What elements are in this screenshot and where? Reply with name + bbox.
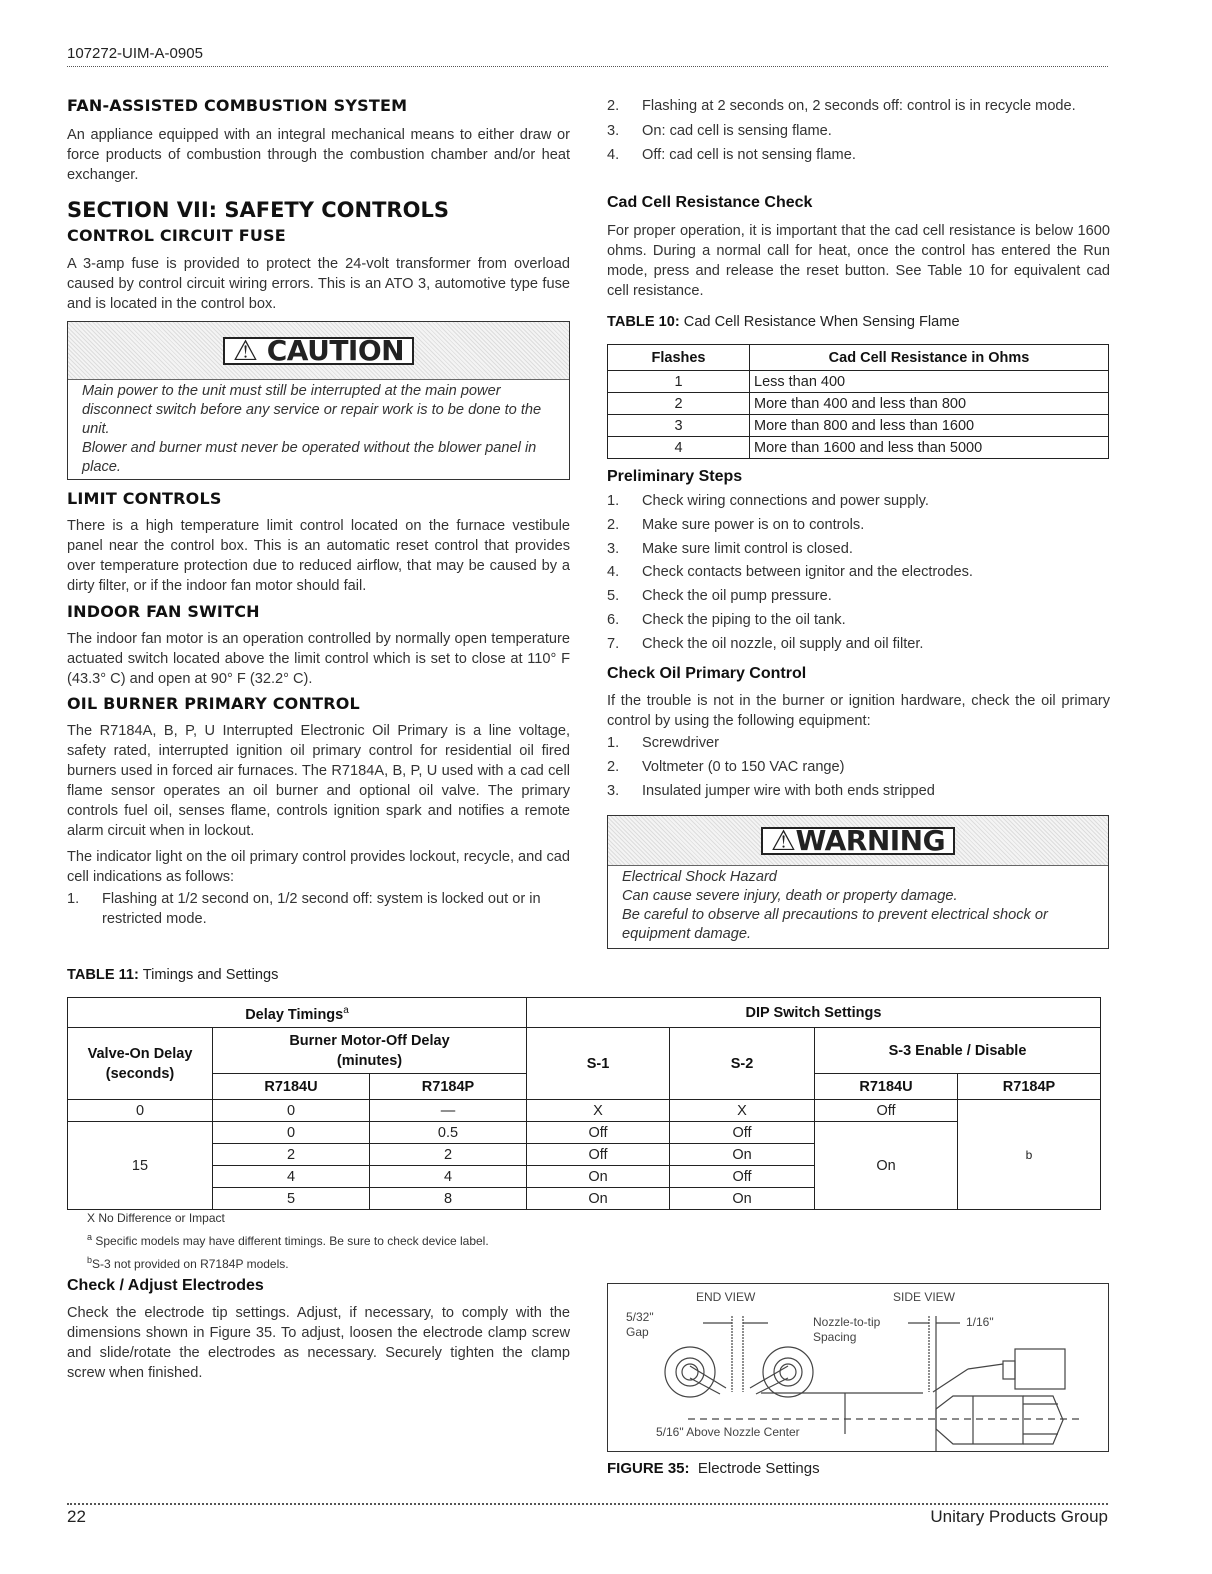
warning-line-3: Be careful to observe all precautions to prevent electrical shock or equipment damage. — [622, 907, 1048, 942]
fan-switch-heading: INDOOR FAN SWITCH — [67, 602, 260, 621]
caution-label: ⚠ CAUTION — [223, 337, 414, 365]
equipment-list — [607, 732, 1110, 803]
list-item: 2. Make sure power is on to controls. — [607, 516, 865, 533]
table-row: 2 More than 400 and less than 800 — [608, 393, 1109, 415]
section-title: SECTION VII: SAFETY CONTROLS — [67, 198, 449, 222]
warning-box — [607, 815, 1109, 949]
indications-list-left — [67, 889, 570, 929]
electrodes-text: Check the electrode tip settings. Adjust, if necessary, to comply with the dimensions shown in Figure 35. To adjust, loosen the electrode clamp screw and slide/rotate the electrodes as necessary. Securely tighten the clamp screw when finished. — [67, 1305, 570, 1381]
list-item: 3. Make sure limit control is closed. — [607, 540, 853, 557]
above-label: 5/16" Above Nozzle Center — [656, 1425, 800, 1439]
caution-line-2: Blower and burner must never be operated without the blower panel in place. — [82, 440, 537, 475]
table-row: 4 4 On Off — [68, 1166, 1101, 1188]
warning-label: ⚠WARNING — [761, 827, 955, 855]
caution-line-1: Main power to the unit must still be interrupted at the main power disconnect switch before any service or repair work is to be done to the unit. — [82, 383, 542, 437]
list-item: 3. Insulated jumper wire with both ends stripped — [607, 782, 935, 799]
oil-check-heading: Check Oil Primary Control — [607, 665, 807, 682]
fan-switch-text: The indoor fan motor is an operation controlled by normally open temperature actuated switch located above the limit control which is set to close at 110° F (43.3° C) and open at 90° F (32.2° C). — [67, 631, 570, 687]
page-footer — [67, 1503, 1108, 1527]
table-row: 0 0 — X X Off b — [68, 1100, 1101, 1122]
gap-label: Gap — [626, 1325, 649, 1339]
side-view-label: SIDE VIEW — [893, 1290, 956, 1304]
list-item: 1. Check wiring connections and power supply. — [607, 493, 929, 509]
list-item: 2. Flashing at 2 seconds on, 2 seconds off: control is in recycle mode. — [607, 98, 1076, 114]
figure-caption: FIGURE 35: Electrode Settings — [607, 1460, 820, 1477]
table-10: Flashes Cad Cell Resistance in Ohms 1 Less than 400 2 More than 400 and less than 800 3 More than 800 and less than 1600 4 More than 1600 and less than 5000 — [607, 344, 1109, 459]
spacing-label: Spacing — [813, 1330, 857, 1344]
nozzle-label: Nozzle-to-tip — [813, 1315, 881, 1329]
table-row: 4 More than 1600 and less than 5000 — [608, 437, 1109, 459]
list-item: 2. Voltmeter (0 to 150 VAC range) — [607, 758, 845, 775]
caution-box — [67, 321, 570, 480]
table-11: Delay Timings$^a$ DIP Switch Settings Valve-On Delay (seconds) Burner Motor-Off Delay (minutes) S-1 S-2 S-3 Enable / Disable R7184U R7184P R7184U R7184P 0 0 — X X Off b 15 0 0.5 Off Off On 2 2 Off On 4 4 On Off 5 8 On On — [67, 997, 1101, 1210]
table-row: 1 Less than 400 — [608, 371, 1109, 393]
table-row: 3 More than 800 and less than 1600 — [608, 415, 1109, 437]
list-item: 4. Off: cad cell is not sensing flame. — [607, 146, 856, 163]
list-item: 5. Check the oil pump pressure. — [607, 588, 832, 605]
oil-text-2: The indicator light on the oil primary control provides lockout, recycle, and cad cell indications as follows: — [67, 849, 570, 885]
figure-35 — [607, 1283, 1109, 1452]
indications-list-right — [607, 96, 1110, 168]
table10-caption: TABLE 10: Cad Cell Resistance When Sensing Flame — [607, 314, 960, 330]
list-item: 1. Screwdriver — [607, 735, 720, 751]
cad-heading: Cad Cell Resistance Check — [607, 194, 813, 211]
oil-heading: OIL BURNER PRIMARY CONTROL — [67, 694, 360, 713]
list-item: 1. Flashing at 1/2 second on, 1/2 second off: system is locked out or in restricted mode. — [67, 891, 541, 927]
oil-check-text: If the trouble is not in the burner or ignition hardware, check the oil primary control by using the following equipment: — [607, 693, 1110, 729]
list-item: 4. Check contacts between ignitor and the electrodes. — [607, 564, 973, 581]
tip-value: 1/16" — [966, 1315, 994, 1329]
document-id: 107272-UIM-A-0905 — [67, 44, 1108, 67]
table-row: 5 8 On On — [68, 1188, 1101, 1210]
oil-text-1: The R7184A, B, P, U Interrupted Electronic Oil Primary is a line voltage, safety rated, interrupted ignition oil primary control for residential oil fired burners used in forced air furnaces. The R7184A, B, P, U used with a cad cell flame sensor operates an oil burner and optional oil valve. The primary controls fuel oil, senses flame, controls ignition spark and notifies a remote alarm circuit when in lockout. — [67, 723, 570, 839]
list-item: 6. Check the piping to the oil tank. — [607, 611, 846, 628]
gap-value: 5/32" — [626, 1310, 654, 1324]
list-item: 7. Check the oil nozzle, oil supply and oil filter. — [607, 635, 924, 652]
table-row: 15 0 0.5 Off Off On — [68, 1122, 1101, 1144]
cad-text: For proper operation, it is important that the cad cell resistance is below 1600 ohms. During a normal call for heat, once the control has entered the Run mode, press and release the reset button. See Table 10 for equivalent cad cell resistance. — [607, 223, 1110, 299]
prelim-heading: Preliminary Steps — [607, 468, 743, 485]
warning-line-1: Electrical Shock Hazard — [622, 869, 777, 885]
table11-caption: TABLE 11: Timings and Settings — [67, 967, 279, 983]
end-view-label: END VIEW — [696, 1290, 756, 1304]
limit-heading: LIMIT CONTROLS — [67, 489, 222, 508]
page-number: 22 — [67, 1507, 86, 1526]
limit-text: There is a high temperature limit control located on the furnace vestibule panel near the control box. This is an automatic reset control that provides over temperature protection due to reduced airflow, that may be caused by a dirty filter, or if the indoor fan motor should fail. — [67, 518, 570, 594]
electrodes-heading: Check / Adjust Electrodes — [67, 1277, 264, 1294]
company-name: Unitary Products Group — [930, 1507, 1108, 1526]
prelim-list — [607, 490, 1110, 657]
table-row: 2 2 Off On — [68, 1144, 1101, 1166]
fan-heading: FAN-ASSISTED COMBUSTION SYSTEM — [67, 96, 408, 115]
warning-line-2: Can cause severe injury, death or property damage. — [622, 888, 958, 904]
table11-notes: X No Difference or Impact $^a$ Specific models may have different timings. Be sure to check device label. $^b$S-3 not provided on R7184P models. — [87, 1211, 489, 1271]
list-item: 3. On: cad cell is sensing flame. — [607, 123, 832, 139]
fuse-heading: CONTROL CIRCUIT FUSE — [67, 226, 286, 245]
fan-text: An appliance equipped with an integral mechanical means to either draw or force products of combustion through the combustion chamber and/or heat exchanger. — [67, 127, 570, 183]
fuse-text: A 3-amp fuse is provided to protect the 24-volt transformer from overload caused by control circuit wiring errors. This is an ATO 3, automotive type fuse and is located in the control box. — [67, 256, 570, 312]
